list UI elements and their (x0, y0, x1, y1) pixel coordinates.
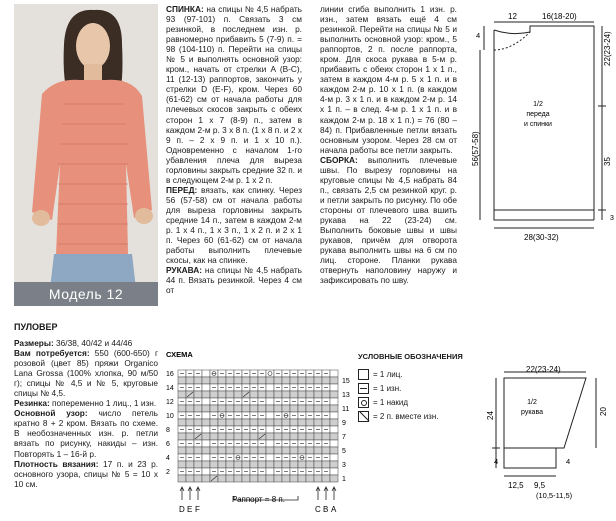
chart-cell (258, 377, 266, 384)
chart-cell (330, 370, 338, 377)
chart-cell (226, 391, 234, 398)
chart-cell (322, 419, 330, 426)
chart-cell (250, 419, 258, 426)
dim-rib: 4 (566, 457, 571, 466)
dim-shoulder-width: 16(18-20) (542, 12, 577, 21)
chart-cell (266, 433, 274, 440)
dim-sleeve-bottom-sizes: (10,5-11,5) (536, 491, 573, 500)
gauge-heading: Плотность вязания: (14, 458, 99, 469)
chart-cell (202, 377, 210, 384)
chart-cell (234, 475, 242, 482)
chart-row-label-left: 12 (166, 399, 174, 406)
chart-cell (330, 447, 338, 454)
chart-cell (306, 447, 314, 454)
chart-cell (314, 377, 322, 384)
chart-row-label-right: 7 (342, 434, 346, 441)
chart-row-label-left: 6 (166, 441, 170, 448)
chart-cell (250, 433, 258, 440)
chart-cell (330, 454, 338, 461)
sleeve-pattern-diagram (486, 364, 614, 518)
chart-cell (330, 440, 338, 447)
chart-cell (194, 419, 202, 426)
dim-sleeve-left: 24 (486, 411, 495, 420)
chart-cell (178, 461, 186, 468)
chart-cell (218, 405, 226, 412)
chart-cell (314, 419, 322, 426)
chart-cell (210, 461, 218, 468)
chart-cell (234, 419, 242, 426)
chart-cell (274, 461, 282, 468)
chart-arrow (316, 487, 320, 500)
chart-row-label-right: 1 (342, 476, 346, 483)
chart-cell (202, 419, 210, 426)
chart-cell (274, 377, 282, 384)
chart-cell (314, 405, 322, 412)
chart-row-label-left: 16 (166, 371, 174, 378)
chart-cell (242, 433, 250, 440)
chart-cell (226, 405, 234, 412)
chart-cell (330, 391, 338, 398)
chart-cell (202, 454, 210, 461)
chart-cell (306, 391, 314, 398)
chart-cell (194, 475, 202, 482)
chart-cell (258, 475, 266, 482)
chart-cell (178, 419, 186, 426)
chart-cell (194, 377, 202, 384)
chart-cell (250, 391, 258, 398)
chart-row-label-right: 15 (342, 378, 350, 385)
info-text (14, 338, 158, 489)
chart-cell (226, 433, 234, 440)
chart-cell (322, 405, 330, 412)
chart-cell (186, 377, 194, 384)
back-heading: СПИНКА: (166, 4, 204, 14)
chart-cell (234, 391, 242, 398)
chart-cell (282, 419, 290, 426)
dim-armhole-height: 22(23-24) (603, 31, 612, 66)
chart-cell (202, 468, 210, 475)
chart-cell (186, 405, 194, 412)
chart-cell (186, 419, 194, 426)
chart-cell (290, 475, 298, 482)
chart-arrow-label: F (195, 505, 200, 514)
chart-cell (194, 391, 202, 398)
chart-grid (178, 370, 338, 482)
chart-cell (178, 405, 186, 412)
chart-cell (202, 447, 210, 454)
chart-row-label-right: 5 (342, 448, 346, 455)
rib-text: попеременно 1 лиц., 1 изн. (49, 398, 157, 409)
dim-sleeve-top: 22(23-24) (526, 365, 561, 374)
chart-cell (282, 475, 290, 482)
dim-cuff: 4 (494, 457, 499, 466)
legend-item (358, 409, 486, 423)
dim-sleeve-bottom-right: 9,5 (534, 481, 546, 490)
chart-cell (242, 419, 250, 426)
chart-cell (242, 405, 250, 412)
dim-bottom-width: 28(30-32) (524, 233, 559, 242)
chart-cell (322, 377, 330, 384)
chart-cell (202, 426, 210, 433)
chart-cell (274, 391, 282, 398)
legend-item (358, 381, 486, 395)
chart-cell (202, 398, 210, 405)
chart-cell (290, 447, 298, 454)
chart-cell (250, 377, 258, 384)
label-half: 1/2 (533, 101, 543, 108)
chart-cell (210, 377, 218, 384)
rapport-label: Раппорт = 8 п. (232, 495, 285, 504)
chart-cell (266, 426, 274, 433)
chart-cell (194, 405, 202, 412)
materials-text: 550 (600-650) г розовой (цвет 85) пряжи Organico Lana Grossa (100% хлопка, 90 м/50 г); спицы № 4,5 и № 5, круговые спицы № 4,5. (14, 348, 158, 399)
chart-cell (250, 461, 258, 468)
chart-cell (250, 405, 258, 412)
chart-cell (218, 475, 226, 482)
purl-symbol-icon (358, 383, 369, 394)
chart-cell (210, 433, 218, 440)
chart-cell (210, 447, 218, 454)
chart-cell (218, 447, 226, 454)
chart-cell (282, 433, 290, 440)
chart-cell (330, 461, 338, 468)
item-title: ПУЛОВЕР (14, 322, 58, 332)
chart-cell (314, 447, 322, 454)
chart-row-label-left: 8 (166, 427, 170, 434)
chart-arrow (180, 487, 184, 500)
chart-cell (290, 433, 298, 440)
chart-cell (218, 377, 226, 384)
chart-cell (202, 412, 210, 419)
chart-cell (266, 391, 274, 398)
chart-arrow-label: B (323, 505, 329, 514)
chart-arrow (196, 487, 200, 500)
chart-cell (330, 433, 338, 440)
back-text: на спицы № 4,5 набрать 93 (97-101) п. Связать 3 см резинкой, в последнем изн. р. равномерно прибавить 5 (7-9) п. = 98 (104-110) п. Перейти на спицы № 5 и выполнять основной узор: кром., начать от стрелки A (B-C), 11 (12-13) раппортов, закончить у стрелки D (E-F), кром. Через 60 (61-62) см от начала работы для плечевых скосов закрыть с обеих сторон 1 х 7 (8-9) п., затем в каждом 2-м р. 3 х 8 п. (1 х 8 п. и 2 х 9 п. – 2 х 9 п. и 1 х 10 п.). Одновременно с началом 1-го убавления плеча для выреза горловины закрыть средние 32 п. и в следующем 2-м р. 1 х 2 п. (166, 4, 302, 185)
chart-cell (218, 391, 226, 398)
chart-cell (274, 447, 282, 454)
chart-cell (282, 405, 290, 412)
chart-row-label-left: 4 (166, 455, 170, 462)
chart-cell (202, 384, 210, 391)
chart-cell (234, 433, 242, 440)
chart-cell (266, 440, 274, 447)
dim-neck-width: 12 (508, 12, 517, 21)
assembly-heading: СБОРКА: (320, 154, 358, 165)
knit-symbol-icon (358, 369, 369, 380)
chart-cell (266, 384, 274, 391)
chart-cell (266, 454, 274, 461)
chart-cell (290, 405, 298, 412)
chart-cell (218, 433, 226, 440)
chart-row-label-left: 2 (166, 469, 170, 476)
chart-cell (290, 461, 298, 468)
pattern-text: число петель кратно 8 + 2 кром. Вязать по схеме. В необозначенных изн. р. петли вязать по рисунку, накиды – изн. Повторять 1 – 16-й р. (14, 408, 158, 459)
chart-cell (226, 475, 234, 482)
chart-row-label-right: 13 (342, 392, 350, 399)
chart-cell (210, 391, 218, 398)
chart-cell (202, 433, 210, 440)
chart-cell (322, 391, 330, 398)
legend-item (358, 367, 486, 381)
chart-row-label-left: 14 (166, 385, 174, 392)
front-heading: ПЕРЕД: (166, 184, 198, 195)
chart-cell (322, 447, 330, 454)
chart-cell (266, 447, 274, 454)
chart-cell (298, 433, 306, 440)
chart-cell (178, 433, 186, 440)
sleeves-continued-text: линии сгиба выполнить 1 изн. р. изн., затем вязать ещё 4 см резинкой. Перейти на спицы № 5 и выполнить основной узор: кром., 5 раппортов, 2 п. после раппорта, кром. Для скоса рукава в 5-м р. прибавить с обеих сторон 1 х 1 п., затем в каждом 4-м р. 5 х 1 п. и в каждом 2-м р. 10 х 1 п. (в каждом 4-м р. 3 х 1 п. и в каждом 2-м р. 14 х 1 п. – в след. 4-м р. 1 х 1 п. и в каждом 2-м р. 18 х 1 п.) = 76 (80 – 84) п. Прибавленные петли вязать основным узором. Через 28 см от начала работы все петли закрыть. (320, 4, 457, 155)
chart-cell (234, 405, 242, 412)
chart-cell (314, 433, 322, 440)
chart-cell (194, 447, 202, 454)
chart-cell (242, 377, 250, 384)
chart-cell (202, 370, 210, 377)
sleeves-heading: РУКАВА: (166, 265, 202, 276)
chart-cell (218, 461, 226, 468)
chart-cell (258, 447, 266, 454)
materials-heading: Вам потребуется: (14, 348, 90, 359)
chart-cell (274, 433, 282, 440)
chart-row-label-right: 9 (342, 420, 346, 427)
chart-cell (186, 461, 194, 468)
chart-cell (202, 405, 210, 412)
chart-cell (298, 461, 306, 468)
chart-cell (290, 419, 298, 426)
chart-cell (330, 405, 338, 412)
chart-cell (282, 461, 290, 468)
chart-cell (306, 433, 314, 440)
front-neckline (494, 32, 530, 50)
chart-cell (330, 412, 338, 419)
chart-cell (330, 468, 338, 475)
chart-cell (178, 377, 186, 384)
chart-cell (266, 370, 274, 377)
chart-cell (306, 419, 314, 426)
dim-total-height: 56(57-58) (471, 131, 480, 166)
legend-knit: = 1 лиц. (373, 369, 403, 379)
chart-cell (298, 391, 306, 398)
chart-cell (226, 419, 234, 426)
sleeve-label: рукава (521, 409, 543, 416)
chart-cell (258, 405, 266, 412)
model-photo (14, 4, 158, 306)
chart-arrow-label: A (331, 505, 337, 514)
chart-cell (210, 419, 218, 426)
chart-title: СХЕМА (166, 350, 193, 359)
chart-cell (186, 447, 194, 454)
legend-title: УСЛОВНЫЕ ОБОЗНАЧЕНИЯ (358, 352, 463, 361)
chart-cell (210, 405, 218, 412)
sizes-heading: Размеры: (14, 338, 54, 348)
dim-rib-height: 3 (610, 215, 614, 222)
label-front: переда (526, 111, 550, 118)
chart-cell (266, 461, 274, 468)
chart-cell (330, 419, 338, 426)
sleeve-outline (504, 378, 586, 468)
chart-cell (266, 377, 274, 384)
chart-cell (298, 475, 306, 482)
chart-cell (298, 377, 306, 384)
chart-cell (330, 475, 338, 482)
chart-cell (242, 475, 250, 482)
dim-body-height: 35 (603, 157, 612, 166)
chart-cell (266, 468, 274, 475)
chart-cell (178, 391, 186, 398)
legend-p2tog: = 2 п. вместе изн. (373, 411, 439, 421)
chart-arrow-label: D (179, 505, 185, 514)
front-text: вязать, как спинку. Через 56 (57-58) см от начала работы для выреза горловины закрыть средние 14 п., затем в каждом 2-м р. 1 х 4 п., 1 х 3 п., 1 х 2 п. и 2 х 1 п. Через 60 (61-62) см от начала работы выполнить плечевые скосы, как на спинке. (166, 184, 302, 266)
sizes-text: 36/38, 40/42 и 44/46 (53, 338, 133, 348)
chart-row-label-left: 10 (166, 413, 174, 420)
chart-cell (322, 433, 330, 440)
chart-cell (178, 447, 186, 454)
sleeves-text: на спицы № 4,5 набрать 44 п. Вязать резинкой. Через 4 см от (166, 265, 302, 296)
chart-cell (234, 461, 242, 468)
chart-cell (242, 447, 250, 454)
chart-cell (330, 377, 338, 384)
chart-arrow (188, 487, 192, 500)
chart-cell (266, 398, 274, 405)
chart-cell (242, 461, 250, 468)
chart-cell (194, 461, 202, 468)
photo-caption: Модель 12 (14, 282, 158, 306)
chart-cell (202, 475, 210, 482)
chart-cell (234, 377, 242, 384)
chart-cell (226, 377, 234, 384)
chart-cell (306, 475, 314, 482)
model-illustration (14, 4, 158, 306)
dim-sleeve-bottom-left: 12,5 (508, 481, 524, 490)
chart-cell (290, 377, 298, 384)
chart-cell (186, 433, 194, 440)
chart-cell (250, 475, 258, 482)
instructions-column-2 (320, 4, 457, 285)
chart-arrow-label: C (315, 505, 321, 514)
gauge-text: 17 п. и 23 р. основного узора, спицы № 5 = 10 х 10 см. (14, 458, 158, 489)
chart-cell (258, 391, 266, 398)
chart-cell (314, 391, 322, 398)
legend (358, 352, 486, 423)
yarn-over-icon (358, 397, 369, 408)
pattern-heading: Основной узор: (14, 408, 88, 419)
chart-cell (266, 405, 274, 412)
chart-cell (186, 475, 194, 482)
chart-cell (322, 475, 330, 482)
chart-cell (218, 419, 226, 426)
chart-cell (202, 440, 210, 447)
body-pattern-diagram (472, 6, 612, 258)
chart-cell (298, 447, 306, 454)
info-block (14, 322, 158, 489)
chart-cell (266, 419, 274, 426)
chart-cell (274, 419, 282, 426)
legend-purl: = 1 изн. (373, 383, 402, 393)
chart-row-label-right: 11 (342, 406, 350, 413)
chart-row-label-right: 3 (342, 462, 346, 469)
instructions-column-1 (166, 4, 302, 295)
chart-cell (178, 475, 186, 482)
label-back: и спинки (524, 121, 552, 128)
chart-cell (282, 391, 290, 398)
chart-cell (274, 405, 282, 412)
legend-item (358, 395, 486, 409)
chart-cell (306, 461, 314, 468)
chart-cell (258, 461, 266, 468)
chart-cell (314, 475, 322, 482)
legend-yarn-over: = 1 накид (373, 397, 409, 407)
dim-neck-depth: 4 (476, 31, 481, 40)
chart-arrow-label: E (187, 505, 193, 514)
chart-cell (226, 461, 234, 468)
chart-cell (290, 391, 298, 398)
chart-cell (330, 384, 338, 391)
chart-cell (282, 447, 290, 454)
chart-cell (306, 377, 314, 384)
rib-heading: Резинка: (14, 398, 50, 409)
dim-sleeve-right: 20 (599, 407, 608, 416)
chart-cell (202, 391, 210, 398)
chart-cell (266, 475, 274, 482)
chart-cell (298, 419, 306, 426)
chart-cell (322, 461, 330, 468)
chart-cell (234, 447, 242, 454)
chart-cell (266, 412, 274, 419)
chart-cell (258, 419, 266, 426)
purl-two-together-icon (358, 411, 369, 422)
chart-arrow (324, 487, 328, 500)
chart-cell (314, 461, 322, 468)
chart-cell (330, 398, 338, 405)
chart-cell (226, 447, 234, 454)
knitting-chart (164, 348, 356, 516)
chart-cell (282, 377, 290, 384)
chart-cell (306, 405, 314, 412)
chart-cell (274, 475, 282, 482)
chart-arrow (332, 487, 336, 500)
chart-cell (298, 405, 306, 412)
chart-cell (330, 426, 338, 433)
assembly-text: выполнить плечевые швы. По вырезу горловины на круговые спицы № 4,5 набрать 84 п., связать 2,5 см резинкой круг. р. и петли закрыть по рисунку. По обе стороны от плечевого шва вшить рукава на 22 (23-24) см. Выполнить боковые швы и швы рукавов, причём для отворота рукава выполнить швы на 6 см по лиц. стороне. Планки рукава отвернуть наполовину наружу и зафиксировать по шву. (320, 154, 457, 286)
chart-cell (250, 447, 258, 454)
chart-cell (202, 461, 210, 468)
sleeve-label-half: 1/2 (527, 399, 537, 406)
